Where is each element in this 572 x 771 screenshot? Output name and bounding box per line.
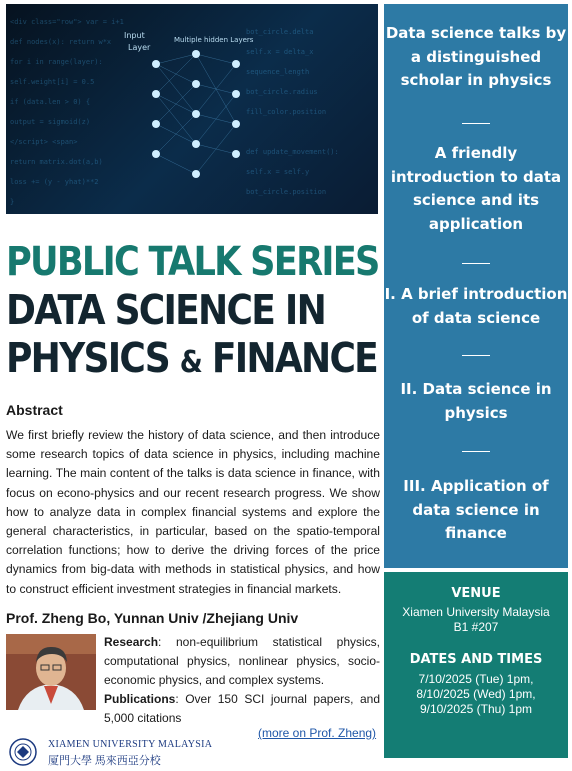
svg-text:}: } <box>10 198 15 206</box>
topic-friendly-text: A friendly introduction to data science and its application <box>390 144 562 233</box>
svg-text:self.x = delta_x: self.x = delta_x <box>246 48 314 56</box>
date-line2: 8/10/2025 (Wed) 1pm, <box>416 687 536 701</box>
divider-2 <box>462 263 490 264</box>
svg-text:self.x = self.y: self.x = self.y <box>246 168 310 176</box>
svg-text:bot_circle.radius: bot_circle.radius <box>246 88 318 96</box>
svg-text:sequence_length: sequence_length <box>246 68 310 76</box>
publications-text: : Over 150 SCI journal papers, and 5,000 citations <box>104 692 380 725</box>
hero-input-label: Input <box>124 31 145 40</box>
divider-3 <box>462 355 490 356</box>
abstract-heading: Abstract <box>6 402 63 418</box>
date-line3: 9/10/2025 (Thu) 1pm <box>419 702 533 716</box>
svg-text:for i in range(layer):: for i in range(layer): <box>10 58 103 66</box>
svg-text:</script> <span>: </script> <span> <box>10 138 78 146</box>
speaker-heading: Prof. Zheng Bo, Yunnan Univ /Zhejiang Univ <box>6 610 299 626</box>
title-physics: PHYSICS <box>6 334 180 382</box>
svg-text:bot_circle.position: bot_circle.position <box>246 188 327 196</box>
venue-line2: B1 #207 <box>453 620 499 634</box>
university-name-chinese: 厦門大學 馬來西亞分校 <box>48 755 161 767</box>
svg-text:loss += (y - yhat)**2: loss += (y - yhat)**2 <box>10 178 99 186</box>
publications-label: Publications <box>104 692 176 706</box>
divider-4 <box>462 451 490 452</box>
venue-line1: Xiamen University Malaysia <box>402 605 550 619</box>
dates-heading: DATES AND TIMES <box>409 652 543 667</box>
speaker-photo <box>6 634 96 710</box>
university-seal-icon <box>8 737 44 767</box>
svg-text:def update_movement():: def update_movement(): <box>246 148 339 156</box>
svg-text:bot_circle.delta: bot_circle.delta <box>246 28 314 36</box>
research-label: Research <box>104 635 159 649</box>
main-title-line2 <box>6 335 377 386</box>
svg-text:self.weight[i] = 0.5: self.weight[i] = 0.5 <box>10 78 95 86</box>
hero-hidden-label: Multiple hidden Layers <box>174 36 254 44</box>
university-name-english: XIAMEN UNIVERSITY MALAYSIA <box>48 739 213 750</box>
svg-text:<div class="row"> var = i+1: <div class="row"> var = i+1 <box>10 18 124 26</box>
svg-text:return matrix.dot(a,b): return matrix.dot(a,b) <box>10 158 103 166</box>
series-title: PUBLIC TALK SERIES <box>6 239 379 285</box>
topic-part2: II. Data science in physics <box>400 380 552 422</box>
topic-intro-text: Data science talks by a distinguished scholar in physics <box>385 24 567 89</box>
research-text: : non-equilibrium statistical physics, computational physics, nonlinear physics, socio-economic physics, and complex systems. <box>104 635 380 687</box>
title-finance: FINANCE <box>201 334 378 382</box>
svg-text:def nodes(x): return w*x: def nodes(x): return w*x <box>10 38 112 46</box>
venue-panel <box>384 572 568 758</box>
main-title-line1: DATA SCIENCE IN <box>6 286 326 334</box>
divider-1 <box>462 123 490 124</box>
speaker-bio <box>104 633 380 728</box>
venue-heading: VENUE <box>451 586 501 601</box>
date-line1: 7/10/2025 (Tue) 1pm, <box>418 672 534 686</box>
svg-text:fill_color.position: fill_color.position <box>246 108 327 116</box>
hero-layer-label: Layer <box>128 43 151 52</box>
title-ampersand: & <box>179 345 202 380</box>
topic-part3: III. Application of data science in finance <box>403 477 549 542</box>
abstract-body: We first briefly review the history of data science, and then introduce some research topics of data science in physics, including machine learning. The main content of the talks is data science in finance, with focus on econo-physics and our recent research progress. We show how to analyze data in complex financial systems and explore the general characteristics, in particular, based on the spatio-temporal correlation functions; how to derive the driving forces of the price dynamics from big-data with methods in statistical physics, and how to construct efficient investment strategies in financial markets. <box>6 428 380 596</box>
more-on-speaker-link[interactable]: (more on Prof. Zheng) <box>258 726 377 740</box>
hero-neural-network-image <box>6 4 378 214</box>
svg-text:output = sigmoid(z): output = sigmoid(z) <box>10 118 91 126</box>
svg-text:if (data.len > 0) {: if (data.len > 0) { <box>10 98 91 106</box>
neural-network-graphic <box>6 4 378 214</box>
talk-topics-panel <box>384 4 568 568</box>
topic-part1: I. A brief introduction of data science <box>384 285 568 327</box>
